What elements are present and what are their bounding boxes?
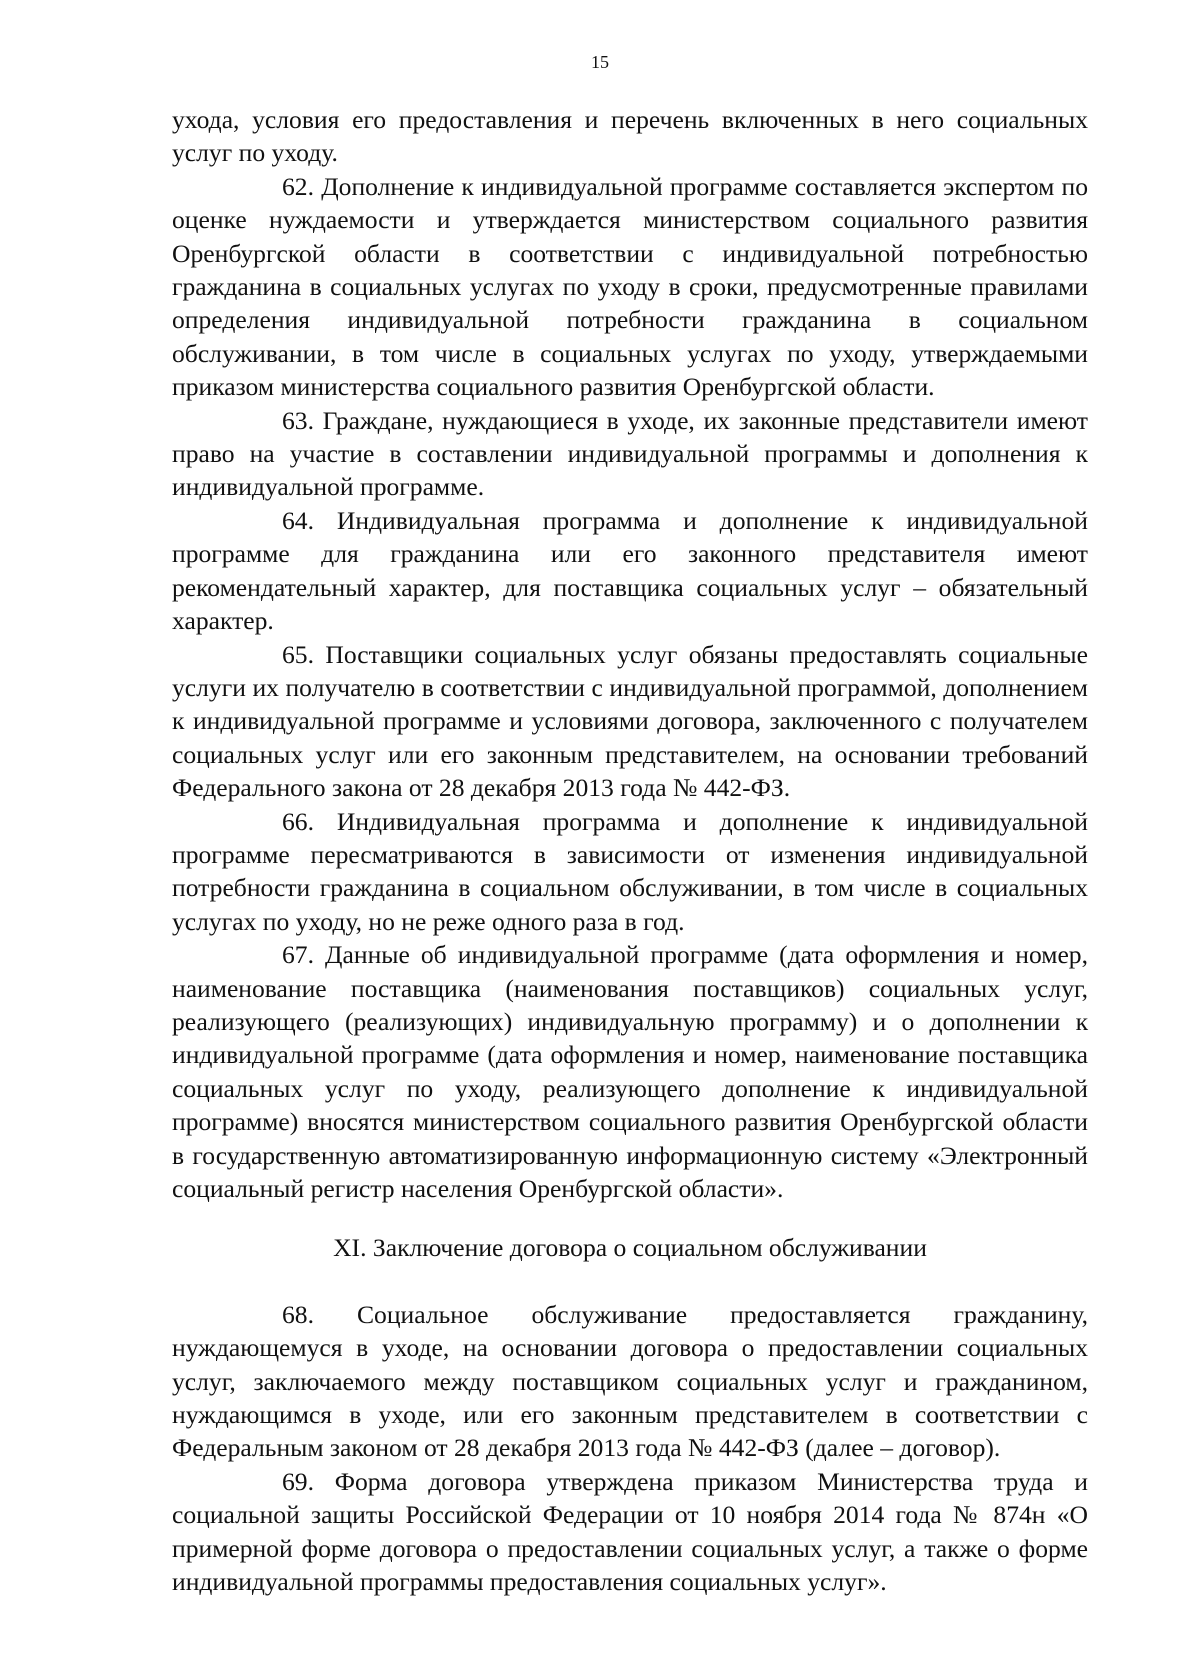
- paragraph-continuation: ухода, условия его предоставления и перечень включенных в него социальных услуг по уходу.: [172, 105, 1088, 168]
- page-number: 15: [591, 52, 609, 72]
- section-heading: XI. Заключение договора о социальном обслуживании: [333, 1233, 927, 1263]
- paragraph-69: 69. Форма договора утверждена приказом Министерства труда и социальной защиты Российской Федерации от 10 ноября 2014 года № 874н «О примерной форме договора о предоставлении социальных услуг, а также о форме индивидуальной программы предоставления социальных услуг».: [172, 1466, 1088, 1597]
- paragraph-62: 62. Дополнение к индивидуальной программе составляется экспертом по оценке нуждаемости и утверждается министерством социального развития Оренбургской области в соответствии с индивидуальной потребностью гражданина в социальных услугах по уходу в сроки, предусмотренные правилами определения индивидуальной потребности гражданина в социальном обслуживании, в том числе в социальных услугах по уходу, утверждаемыми приказом министерства социального развития Оренбургской области.: [172, 171, 1088, 402]
- paragraph-63: 63. Граждане, нуждающиеся в уходе, их законные представители имеют право на участие в составлении индивидуальной программы и дополнения к индивидуальной программе.: [172, 405, 1088, 502]
- paragraph-66: 66. Индивидуальная программа и дополнение к индивидуальной программе пересматриваются в зависимости от изменения индивидуальной потребности гражданина в социальном обслуживании, в том числе в социальных услугах по уходу, но не реже одного раза в год.: [172, 806, 1088, 936]
- paragraph-65: 65. Поставщики социальных услуг обязаны предоставлять социальные услуги их получателю в соответствии с индивидуальной программой, дополнением к индивидуальной программе и условиями договора, заключенного с получателем социальных услуг или его законным представителем, на основании требований Федерального закона от 28 декабря 2013 года № 442-ФЗ.: [172, 639, 1088, 803]
- paragraph-67: 67. Данные об индивидуальной программе (дата оформления и номер, наименование поставщика (наименования поставщиков) социальных услуг, реализующего (реализующих) индивидуальную программу) и о дополнении к индивидуальной программе (дата оформления и номер, наименование поставщика социальных услуг по уходу, реализующего дополнение к индивидуальной программе) вносятся министерством социального развития Оренбургской области в государственную автоматизированную информационную систему «Электронный социальный регистр населения Оренбургской области».: [172, 940, 1088, 1203]
- paragraph-68: 68. Социальное обслуживание предоставляется гражданину, нуждающемуся в уходе, на основании договора о предоставлении социальных услуг, заключаемого между поставщиком социальных услуг и гражданином, нуждающимся в уходе, или его законным представителем в соответствии с Федеральным законом от 28 декабря 2013 года № 442-ФЗ (далее – договор).: [172, 1299, 1088, 1463]
- paragraph-64: 64. Индивидуальная программа и дополнение к индивидуальной программе для гражданина или его законного представителя имеют рекомендательный характер, для поставщика социальных услуг – обязательный характер.: [172, 505, 1088, 636]
- document-body: [172, 103, 1088, 1598]
